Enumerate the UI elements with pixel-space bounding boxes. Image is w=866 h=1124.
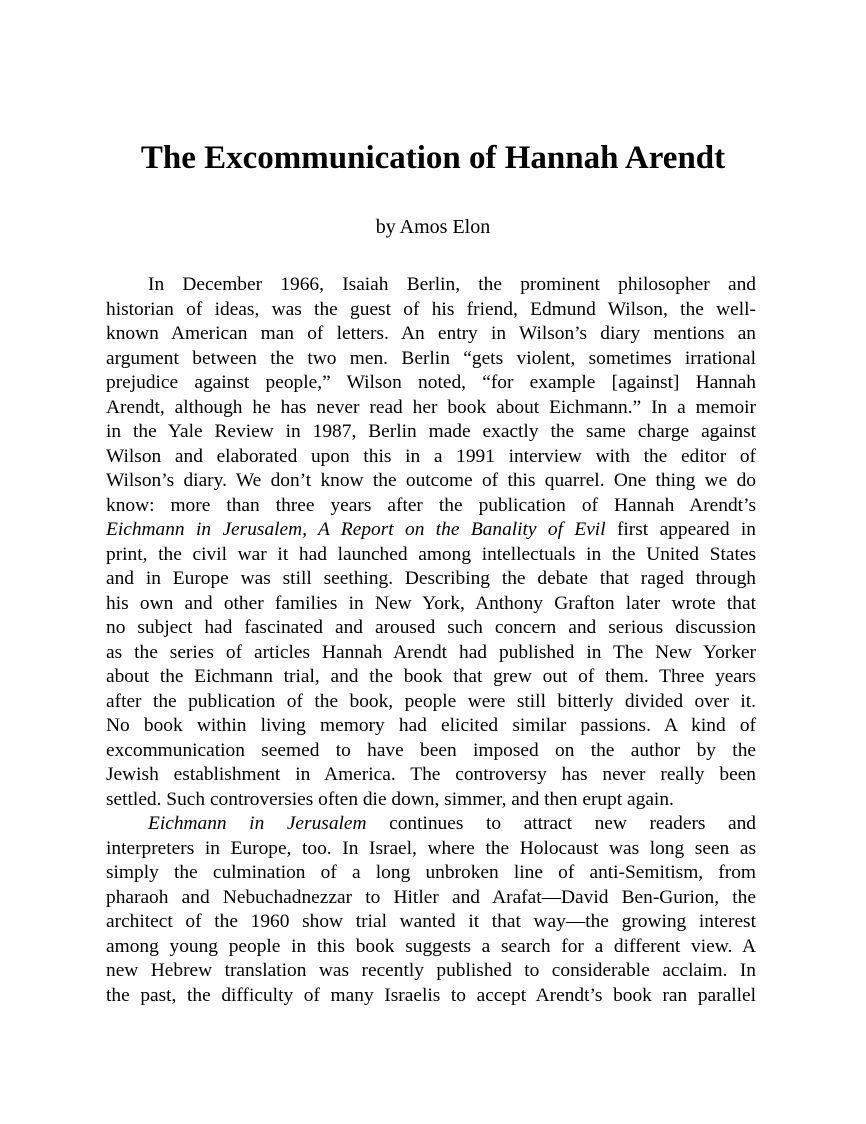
text-segment: his own and other families in New York, Anthony Grafton later wrote that <box>106 592 756 614</box>
text-line <box>106 690 756 715</box>
text-line <box>106 763 756 788</box>
text-line <box>106 861 756 886</box>
text-line <box>106 837 756 862</box>
text-segment: excommunication seemed to have been imposed on the author by the <box>106 739 756 761</box>
text-line <box>106 420 756 445</box>
text-segment: among young people in this book suggests a search for a different view. A <box>106 935 756 957</box>
text-line <box>106 935 756 960</box>
article-body <box>106 273 756 1008</box>
text-segment: argument between the two men. Berlin “gets violent, sometimes irrational <box>106 347 756 369</box>
text-segment: historian of ideas, was the guest of his friend, Edmund Wilson, the well- <box>106 298 756 320</box>
text-segment: the past, the difficulty of many Israelis to accept Arendt’s book ran parallel <box>106 984 756 1006</box>
text-line <box>106 886 756 911</box>
text-line <box>106 959 756 984</box>
text-segment: known American man of letters. An entry in Wilson’s diary mentions an <box>106 323 756 344</box>
text-segment: interpreters in Europe, too. In Israel, where the Holocaust was long seen as <box>106 837 756 859</box>
text-segment: Wilson and elaborated upon this in a 1991 interview with the editor of <box>106 445 756 467</box>
text-line <box>106 298 756 323</box>
text-line <box>106 543 756 568</box>
text-line <box>106 273 756 298</box>
text-line <box>106 714 756 739</box>
text-line <box>106 910 756 935</box>
text-segment: Arendt, although he has never read her book about Eichmann.” In a memoir <box>106 396 756 418</box>
text-segment: In December 1966, Isaiah Berlin, the prominent philosopher and <box>148 274 756 295</box>
text-segment: prejudice against people,” Wilson noted, “for example [against] Hannah <box>106 372 756 393</box>
text-segment: Wilson’s diary. We don’t know the outcome of this quarrel. One thing we do <box>106 470 756 491</box>
text-line <box>106 445 756 470</box>
text-segment: continues to attract new readers and <box>366 813 756 834</box>
italic-text-segment: Eichmann in Jerusalem, A Report on the Banality of Evil <box>106 519 606 540</box>
document-byline: by Amos Elon <box>375 216 491 238</box>
text-line <box>106 371 756 396</box>
text-line <box>106 641 756 666</box>
text-segment: and in Europe was still seething. Describing the debate that raged through <box>106 568 756 589</box>
italic-text-segment: Eichmann in Jerusalem <box>148 813 367 834</box>
text-line <box>106 984 756 1009</box>
text-segment: no subject had fascinated and aroused such concern and serious discussion <box>106 617 756 638</box>
text-line <box>106 665 756 690</box>
text-segment: know: more than three years after the publication of Hannah Arendt’s <box>106 494 756 516</box>
text-line <box>106 567 756 592</box>
text-line <box>106 518 756 543</box>
text-line <box>106 347 756 372</box>
text-segment: No book within living memory had elicited similar passions. A kind of <box>106 715 756 736</box>
text-line <box>106 396 756 421</box>
text-line <box>106 592 756 617</box>
document-title: The Excommunication of Hannah Arendt <box>140 140 726 176</box>
text-line <box>106 494 756 519</box>
text-segment: about the Eichmann trial, and the book that grew out of them. Three years <box>106 666 756 687</box>
text-line <box>106 469 756 494</box>
text-segment: first appeared in <box>605 519 756 540</box>
text-segment: simply the culmination of a long unbroken line of anti-Semitism, from <box>106 862 756 883</box>
text-segment: new Hebrew translation was recently published to considerable acclaim. In <box>106 960 756 981</box>
text-segment: Jewish establishment in America. The controversy has never really been <box>106 764 756 785</box>
text-line <box>106 812 756 837</box>
text-line <box>106 322 756 347</box>
text-segment: pharaoh and Nebuchadnezzar to Hitler and Arafat—David Ben-Gurion, the <box>106 886 756 908</box>
text-segment: print, the civil war it had launched among intellectuals in the United States <box>106 543 756 565</box>
text-segment: architect of the 1960 show trial wanted it that way—the growing interest <box>106 911 756 932</box>
text-segment: as the series of articles Hannah Arendt had published in The New Yorker <box>106 641 756 663</box>
text-line <box>106 616 756 641</box>
text-segment: after the publication of the book, people were still bitterly divided over it. <box>106 690 756 712</box>
text-segment: in the Yale Review in 1987, Berlin made exactly the same charge against <box>106 421 756 442</box>
text-segment: settled. Such controversies often die down, simmer, and then erupt again. <box>106 788 674 810</box>
text-line <box>106 788 756 813</box>
text-line <box>106 739 756 764</box>
